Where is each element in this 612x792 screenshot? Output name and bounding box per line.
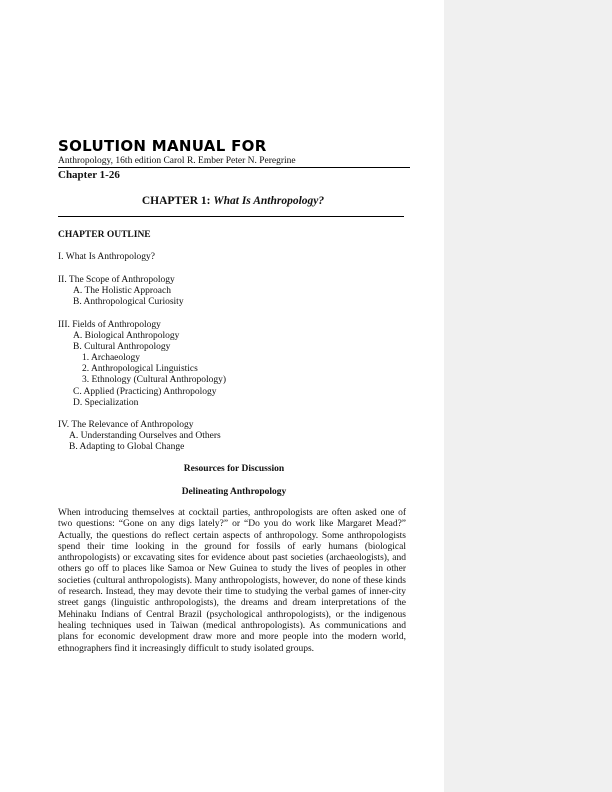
outline-item: 1. Archaeology xyxy=(82,353,141,363)
outline-title: CHAPTER OUTLINE xyxy=(58,230,151,240)
document-page xyxy=(58,0,410,792)
heading-rule xyxy=(58,216,404,217)
chapter-label: CHAPTER 1: xyxy=(141,195,211,207)
outline-item: A. Biological Anthropology xyxy=(73,331,180,341)
book-subtitle: Anthropology, 16th edition Carol R. Ember Peter N. Peregrine xyxy=(58,156,410,168)
resources-heading: Resources for Discussion xyxy=(183,464,285,474)
body-paragraph: When introducing themselves at cocktail parties, anthropologists are often asked one of two questions: “Gone on any digs lately?” or “Do you do work like Margaret Mead?” Actually, the questions do reflect certain aspects of anthropology. Some anthropologists spend their time looking in the ground for fossils of early humans (biological anthropologists) or excavating sites for evidence about past societies (archaeologists), and others go off to places like Samoa or New Guinea to study the lives of peoples in other societies (cultural anthropologists). Many anthropologists, however, do none of these kinds of research. Instead, they may devote their time to studying the verbal games of inner-city street gangs (linguistic anthropologists), the dreams and dream interpretations of the Mehinaku Indians of Central Brazil (psychological anthropologists), or the indigenous healing techniques used in Taiwan (medical anthropologists). As communications and plans for economic development draw more and more people into the modern world, ethnographers find it increasingly difficult to study isolated groups. xyxy=(58,508,406,654)
outline-item: B. Anthropological Curiosity xyxy=(73,297,184,307)
chapter-title: What Is Anthropology? xyxy=(213,195,325,207)
comment-pane xyxy=(444,0,612,792)
section-heading: Delineating Anthropology xyxy=(181,487,287,497)
outline-item: A. The Holistic Approach xyxy=(73,286,171,296)
chapter-range: Chapter 1-26 xyxy=(58,169,120,181)
outline-item: 3. Ethnology (Cultural Anthropology) xyxy=(82,375,227,385)
outline-item: C. Applied (Practicing) Anthropology xyxy=(73,387,217,397)
outline-item: B. Adapting to Global Change xyxy=(69,442,185,452)
outline-item: A. Understanding Ourselves and Others xyxy=(69,431,221,441)
outline-item: B. Cultural Anthropology xyxy=(73,342,171,352)
chapter-heading xyxy=(58,195,408,207)
document-title: SOLUTION MANUAL FOR xyxy=(58,137,267,155)
outline-item: II. The Scope of Anthropology xyxy=(58,275,175,285)
outline-item: I. What Is Anthropology? xyxy=(58,252,155,262)
outline-item: D. Specialization xyxy=(73,398,139,408)
outline-item: IV. The Relevance of Anthropology xyxy=(58,420,194,430)
outline-item: III. Fields of Anthropology xyxy=(58,320,161,330)
outline-item: 2. Anthropological Linguistics xyxy=(82,364,198,374)
